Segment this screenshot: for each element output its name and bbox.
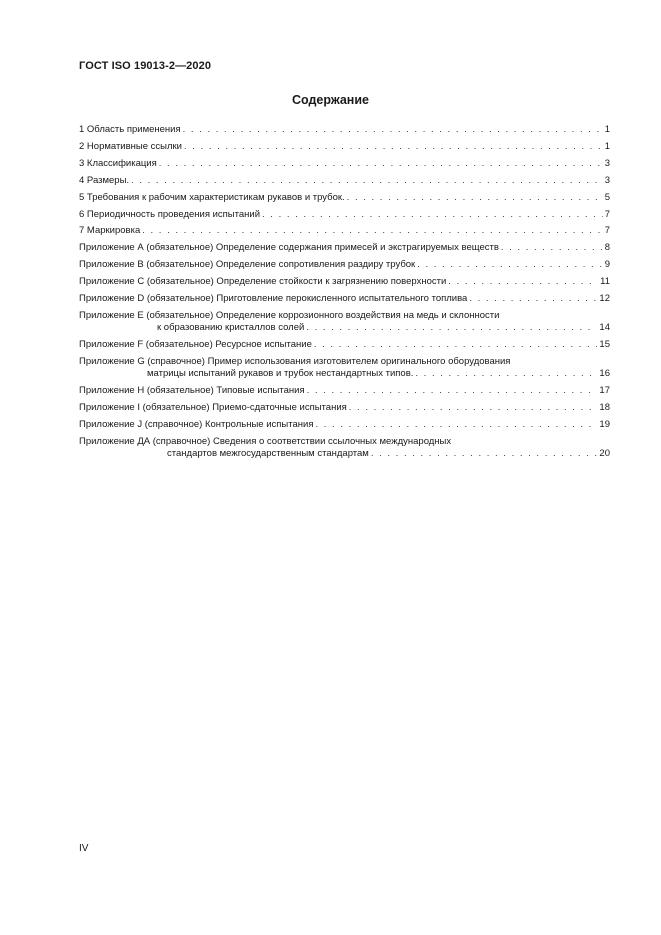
table-of-contents xyxy=(79,122,610,463)
toc-entry-text: 5 Требования к рабочим характеристикам рукавов и трубок. xyxy=(79,191,345,203)
toc-entry-page: 17 xyxy=(599,384,610,396)
toc-entry[interactable] xyxy=(79,400,610,417)
toc-entry-text: Приложение Н (обязательное) Типовые испытания xyxy=(79,384,305,396)
toc-entry[interactable] xyxy=(79,383,610,400)
toc-leader-dots xyxy=(349,400,598,417)
toc-entry[interactable] xyxy=(79,257,610,274)
toc-leader-dots xyxy=(262,207,603,224)
toc-entry-page: 7 xyxy=(604,208,610,220)
toc-entry-page: 7 xyxy=(604,225,610,237)
toc-entry-text: Приложение Е (обязательное) Определение коррозионного воздействия на медь и склонности xyxy=(79,309,500,321)
toc-entry-text: Приложение В (обязательное) Определение сопротивления раздиру трубок xyxy=(79,259,416,271)
toc-entry[interactable] xyxy=(79,417,610,434)
toc-leader-dots xyxy=(415,368,597,380)
toc-entry-page: 11 xyxy=(600,276,610,288)
toc-leader-dots xyxy=(183,122,603,139)
toc-entry-page: 14 xyxy=(599,321,610,333)
document-code: ГОСТ ISO 19013-2—2020 xyxy=(79,60,212,72)
toc-entry-text: 7 Маркировка xyxy=(79,225,141,237)
toc-entry-page: 9 xyxy=(604,259,610,271)
toc-entry[interactable] xyxy=(79,356,610,380)
toc-entry[interactable] xyxy=(79,156,610,173)
toc-entry[interactable] xyxy=(79,436,610,460)
toc-entry-page: 1 xyxy=(604,124,610,135)
toc-leader-dots xyxy=(347,190,603,207)
toc-entry-page: 3 xyxy=(604,174,610,186)
toc-entry-text: Приложение D (обязательное) Приготовление перокисленного испытательного топлива xyxy=(79,293,468,305)
toc-leader-dots xyxy=(142,223,602,240)
toc-entry-text: 6 Периодичность проведения испытаний xyxy=(79,208,261,220)
toc-entry-text: Приложение С (обязательное) Определение стойкости к загрязнению поверхности xyxy=(79,276,447,288)
toc-entry-text: Приложение G (справочное) Пример использования изготовителем оригинального оборудования xyxy=(79,355,511,367)
toc-entry[interactable] xyxy=(79,207,610,224)
toc-entry-page: 3 xyxy=(604,157,610,169)
toc-entry-page: 1 xyxy=(604,140,610,152)
toc-entry-page: 20 xyxy=(599,447,610,459)
toc-entry-page: 16 xyxy=(599,367,610,379)
toc-entry-text: Приложение ДА (справочное) Сведения о соответствии ссылочных международных xyxy=(79,435,452,447)
toc-entry-page: 15 xyxy=(599,338,610,350)
toc-leader-dots xyxy=(371,448,598,460)
toc-entry[interactable] xyxy=(79,337,610,354)
toc-entry-text-continued: к образованию кристаллов солей xyxy=(157,321,305,333)
toc-entry[interactable] xyxy=(79,274,610,291)
toc-entry-text: Приложение J (справочное) Контрольные испытания xyxy=(79,418,314,430)
toc-entry[interactable] xyxy=(79,310,610,334)
toc-leader-dots xyxy=(315,417,597,434)
toc-entry-text-continued: стандартов межгосударственным стандартам xyxy=(167,447,369,459)
toc-entry-text-continued: матрицы испытаний рукавов и трубок нестандартных типов. xyxy=(147,367,414,379)
toc-leader-dots xyxy=(314,337,598,354)
page-number: IV xyxy=(79,843,89,854)
toc-title: Содержание xyxy=(291,93,369,107)
toc-entry-text: Приложение F (обязательное) Ресурсное испытание xyxy=(79,338,312,350)
toc-leader-dots xyxy=(159,156,603,173)
toc-entry-page: 12 xyxy=(599,293,610,305)
toc-leader-dots xyxy=(306,322,597,334)
toc-entry-text: 4 Размеры. xyxy=(79,174,130,186)
toc-entry-text: 3 Классификация xyxy=(79,157,157,169)
toc-entry-page: 8 xyxy=(604,242,610,254)
toc-entry[interactable] xyxy=(79,190,610,207)
toc-entry-text: 2 Нормативные ссылки xyxy=(79,140,182,152)
toc-leader-dots xyxy=(448,274,598,291)
toc-leader-dots xyxy=(184,139,603,156)
toc-entry-text: 1 Область применения xyxy=(79,124,181,135)
toc-entry-page: 18 xyxy=(599,401,610,413)
toc-entry[interactable] xyxy=(79,173,610,190)
toc-leader-dots xyxy=(417,257,603,274)
toc-leader-dots xyxy=(501,240,603,257)
toc-leader-dots xyxy=(131,173,603,190)
toc-entry[interactable] xyxy=(79,291,610,308)
toc-entry[interactable] xyxy=(79,223,610,240)
toc-entry-page: 19 xyxy=(599,418,610,430)
toc-entry[interactable] xyxy=(79,240,610,257)
toc-entry[interactable] xyxy=(79,139,610,156)
toc-leader-dots xyxy=(307,383,598,400)
toc-entry[interactable] xyxy=(79,122,610,139)
toc-entry-text: Приложение I (обязательное) Приемо-сдаточные испытания xyxy=(79,401,347,413)
toc-leader-dots xyxy=(469,291,597,308)
toc-entry-text: Приложение А (обязательное) Определение содержания примесей и экстрагируемых веществ xyxy=(79,242,499,254)
toc-entry-page: 5 xyxy=(604,191,610,203)
